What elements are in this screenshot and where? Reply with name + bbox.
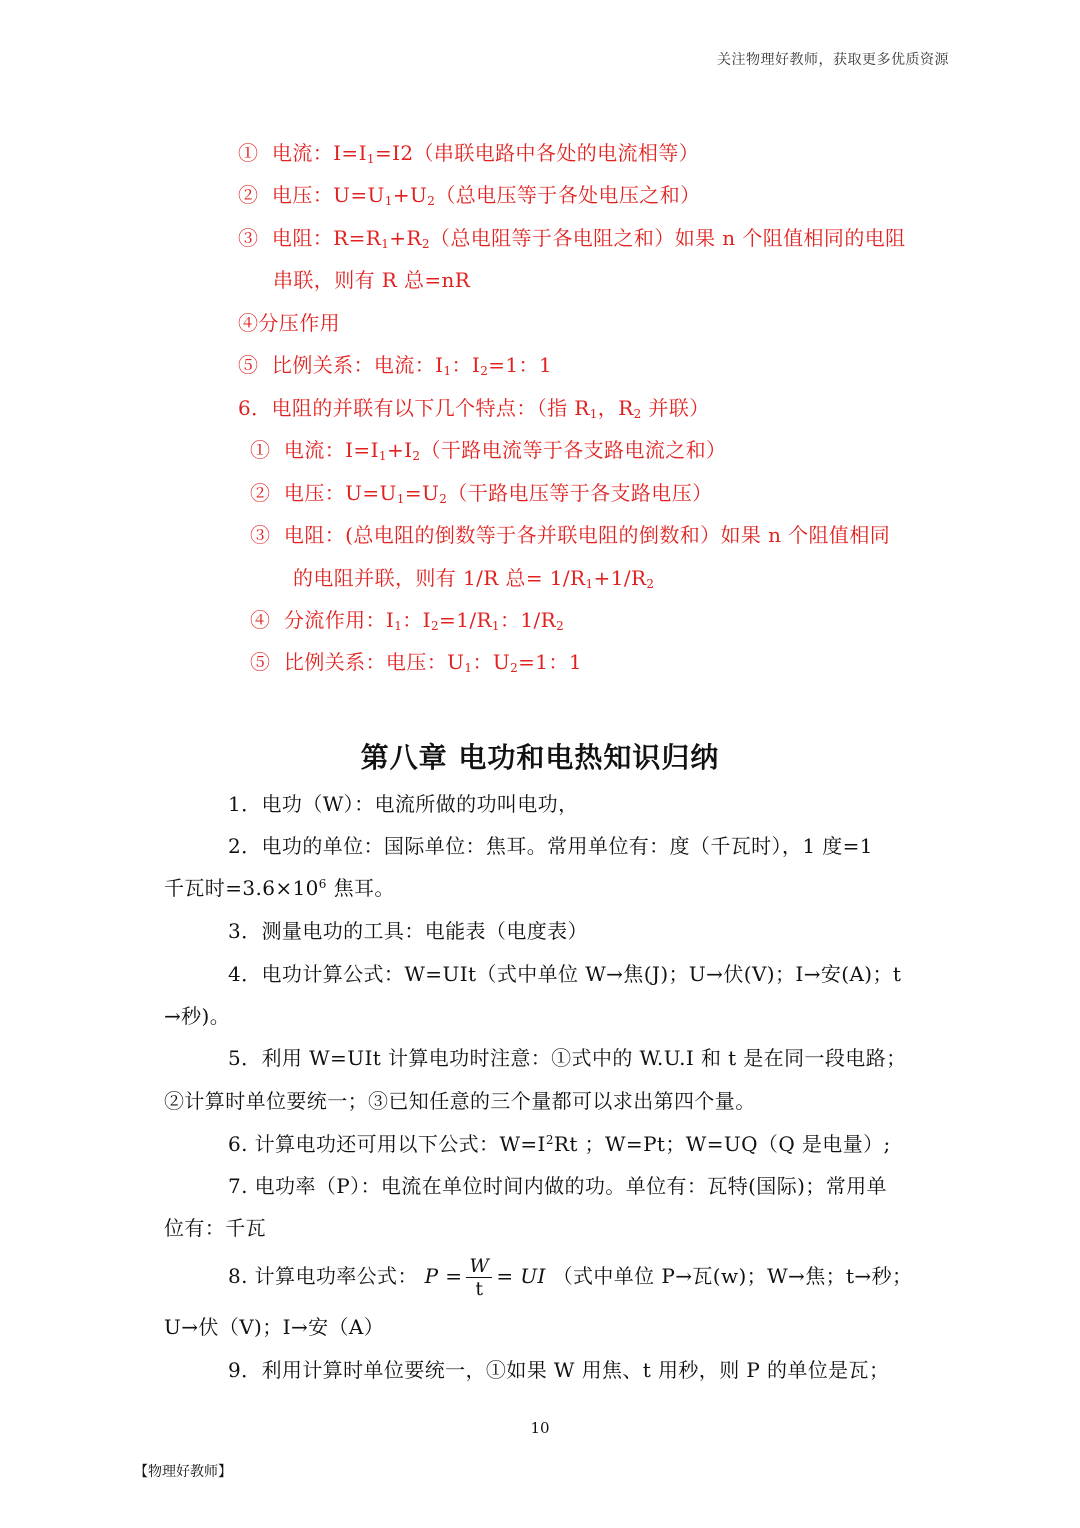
item-label: ③ <box>238 226 259 250</box>
point-1: 1．电功（W）：电流所做的功叫电功， <box>228 792 579 816</box>
parallel-item-2: ② 电压：$U=U_1=U_2$（干路电压等于各支路电压） <box>250 481 713 506</box>
point-4-continued: →秒)。 <box>164 1004 231 1028</box>
point-9: 9．利用计算时单位要统一，①如果 W 用焦、t 用秒，则 P 的单位是瓦； <box>228 1358 890 1382</box>
point-8: 8. 计算电功率公式： P = $\frac{W}{t}$ = UI （式中单位 P→瓦(w)；W→焦；t→秒； <box>228 1255 913 1300</box>
item-label: ① <box>238 141 259 165</box>
item-label: ① <box>250 438 271 462</box>
item-label: ⑤ <box>250 650 271 674</box>
point-6: 6. 计算电功还可用以下公式：$W=I^2Rt$ ；W=Pt；W=UQ（Q 是电量）; <box>228 1132 891 1156</box>
series-item-3: ③ 电阻：$R=R_1+R_2$（总电阻等于各电阻之和）如果 n 个阻值相同的电阻 <box>238 226 906 251</box>
point-2-continued: 千瓦时$=3.6\times 10^6$ 焦耳。 <box>164 876 395 900</box>
point-7-continued: 位有：千瓦 <box>164 1216 266 1240</box>
series-item-1: ① 电流：$I=I_1=I2$（串联电路中各处的电流相等） <box>238 141 700 166</box>
chapter-title: 第八章 电功和电热知识归纳 <box>360 741 720 774</box>
point-5: 5．利用 W=UIt 计算电功时注意：①式中的 W.U.I 和 t 是在同一段电路； <box>228 1046 907 1070</box>
point-5-continued: ②计算时单位要统一；③已知任意的三个量都可以求出第四个量。 <box>164 1089 756 1113</box>
footer-brand: 【物理好教师】 <box>134 1464 232 1480</box>
parallel-item-3: ③ 电阻：(总电阻的倒数等于各并联电阻的倒数和）如果 n 个阻值相同 <box>250 523 891 547</box>
item-label: ② <box>250 481 271 505</box>
power-fraction: $\frac{W}{t}$ <box>466 1255 492 1300</box>
point-8-continued: U→伏（V)；I→安（A） <box>164 1315 385 1339</box>
item-label: ④ <box>250 608 271 632</box>
parallel-heading: 6．电阻的并联有以下几个特点：（指 $R_1$，$R_2$ 并联） <box>238 396 710 421</box>
series-item-5: ⑤ 比例关系：电流：$I_1$：$I_2=1$：1 <box>238 353 553 378</box>
item-label: ③ <box>250 523 271 547</box>
item-label: ⑤ <box>238 353 259 377</box>
point-2: 2．电功的单位：国际单位：焦耳。常用单位有：度（千瓦时），1 度=1 <box>228 834 873 858</box>
page-number: 10 <box>530 1419 550 1437</box>
header-note: 关注物理好教师，获取更多优质资源 <box>717 52 949 68</box>
parallel-item-3-continued: 的电阻并联，则有 1/R 总= $1/R_1+1/R_2$ <box>293 566 655 591</box>
parallel-item-1: ① 电流：$I=I_1+I_2$（干路电流等于各支路电流之和） <box>250 438 727 463</box>
formula-lhs: P = <box>424 1264 463 1288</box>
parallel-item-5: ⑤ 比例关系：电压：$U_1$：$U_2=1$：1 <box>250 650 582 675</box>
point-3: 3．测量电功的工具：电能表（电度表） <box>228 919 588 943</box>
series-item-3-continued: 串联，则有 R 总=nR <box>273 268 471 292</box>
item-label: ② <box>238 183 259 207</box>
series-item-4: ④分压作用 <box>238 311 341 335</box>
item-label: ④ <box>238 311 259 335</box>
parallel-item-4: ④ 分流作用：$I_1$：$I_2=1/R_1$：$1/R_2$ <box>250 608 565 633</box>
series-item-2: ② 电压：$U=U_1+U_2$（总电压等于各处电压之和） <box>238 183 701 208</box>
point-4: 4．电功计算公式：W=UIt（式中单位 W→焦(J)；U→伏(V)；I→安(A)；t <box>228 962 902 986</box>
point-7: 7. 电功率（P）：电流在单位时间内做的功。单位有：瓦特(国际)；常用单 <box>228 1174 887 1198</box>
formula-rhs: = UI <box>496 1264 546 1288</box>
